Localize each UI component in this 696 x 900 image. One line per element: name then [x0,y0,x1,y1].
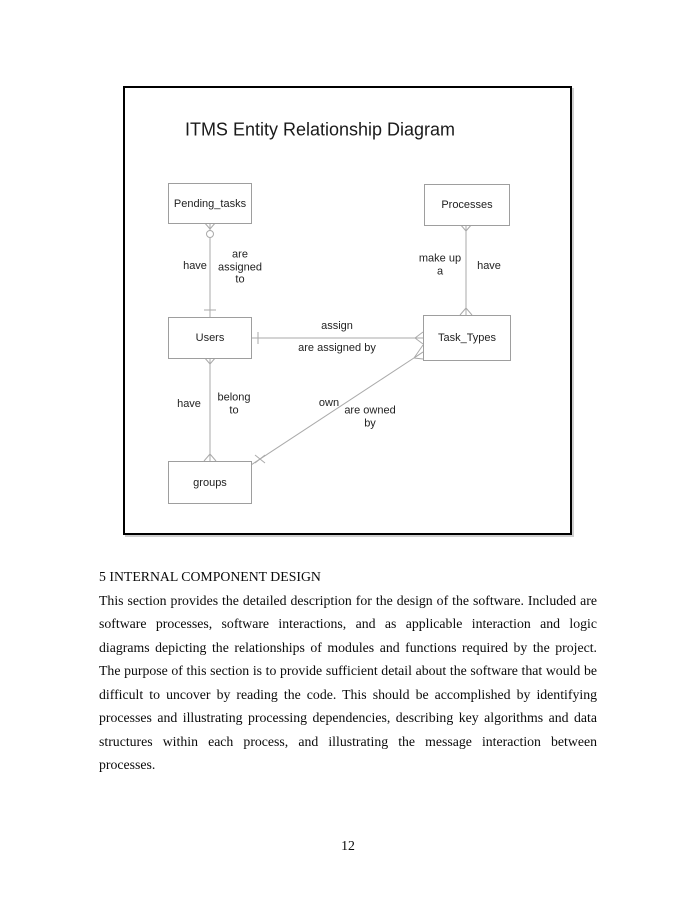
entity-processes [424,184,510,226]
crowfoot-icon [204,454,216,461]
rel-label-processes-task-types-left: make up a [418,252,462,277]
crowfoot-icon [414,345,423,359]
rel-label-pending-users-right: are assigned to [217,248,263,286]
section-heading: 5 INTERNAL COMPONENT DESIGN [99,569,321,584]
rel-label-users-groups-left: have [177,397,201,410]
crowfoot-icon [460,308,472,315]
rel-label-users-task-types-top: assign [321,319,353,332]
optional-circle-icon [207,231,214,238]
entity-pending-tasks [168,183,252,224]
er-diagram [123,86,572,535]
entity-label: groups [193,476,227,489]
rel-label-pending-users-left: have [183,259,207,272]
diagram-title: ITMS Entity Relationship Diagram [184,119,456,140]
rel-label-groups-task-types-upper: own [318,396,340,409]
rel-label-processes-task-types-right: have [477,259,501,272]
page-number: 12 [341,838,355,853]
entity-users [168,317,252,359]
section-paragraph: This section provides the detailed description for the design of the software. Included are software processes, software interactions, and as applicable interaction and logic diagrams depicting the relationships of modules and functions required by the project. The purpose of this section is to provide sufficient detail about the software that would be difficult to uncover by reading the code. This should be accomplished by identifying processes and illustrating processing dependencies, describing key algorithms and data structures within each process, and illustrating the message interaction between processes. [99,592,597,772]
entity-groups [168,461,252,504]
entity-label: Processes [441,199,493,211]
rel-label-users-task-types-bottom: are assigned by [298,341,376,354]
rel-label-users-groups-right: belong to [217,391,251,416]
entity-task-types [423,315,511,361]
section-text [99,565,597,777]
x-mark-icon [255,455,265,463]
entity-label: Task_Types [437,332,497,344]
entity-label: Users [195,332,225,344]
crowfoot-icon [415,332,423,344]
entity-label: Pending_tasks [173,197,247,210]
rel-label-groups-task-types-lower: are owned by [344,404,396,429]
